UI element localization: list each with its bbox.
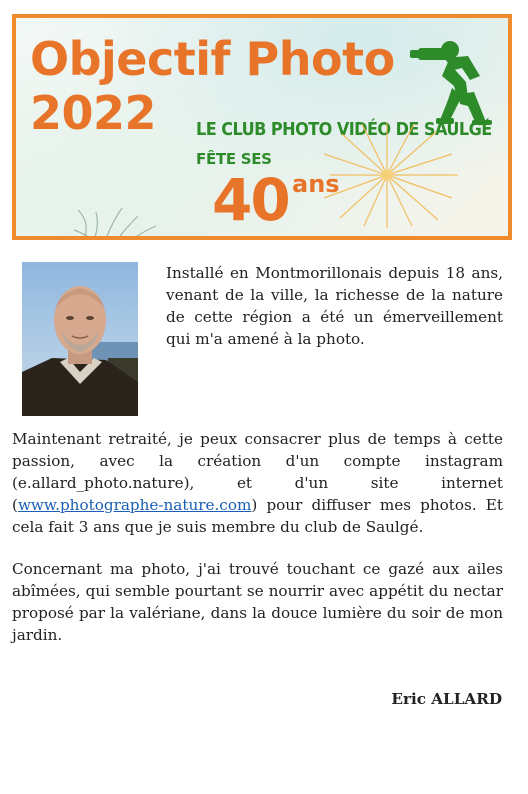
photographer-silhouette-icon [408,36,500,126]
club-name-line: LE CLUB PHOTO VIDÉO DE SAULGÉ [196,120,492,140]
celebrates-line: FÊTE SES [196,150,272,168]
author-signature: Eric ALLARD [391,690,502,708]
banner-title-year: 2022 [30,86,157,140]
retirement-text-start: Maintenant retraité, je peux consacrer plus de temps à cette passion, avec la création d'un compte instagram (e.allard_photo.nature), et d'un site internet ( [12,430,503,514]
intro-paragraph: Installé en Montmorillonais depuis 18 ans, venant de la ville, la richesse de la nature de cette région a été un émerveillement qui m'a amené à la photo. [166,264,503,348]
event-banner [12,14,512,240]
retirement-text-end: ) pour diffuser mes photos. Et cela fait 3 ans que je suis membre du club de Saulgé. [12,496,503,536]
photo-description-paragraph: Concernant ma photo, j'ai trouvé touchant ce gazé aux ailes abîmées, qui semble pourtant se nourrir avec appétit du nectar proposé par la valériane, dans la douce lumière du soir de mon jardin. [12,560,503,644]
anniversary-number: 40 [212,166,289,234]
website-link[interactable]: www.photographe-nature.com [17,496,252,514]
retirement-paragraph [12,428,503,538]
banner-title-line1: Objectif Photo [30,32,395,86]
grass-decoration-icon [72,206,162,240]
anniversary-unit: ans [292,170,340,198]
author-portrait [22,262,138,416]
